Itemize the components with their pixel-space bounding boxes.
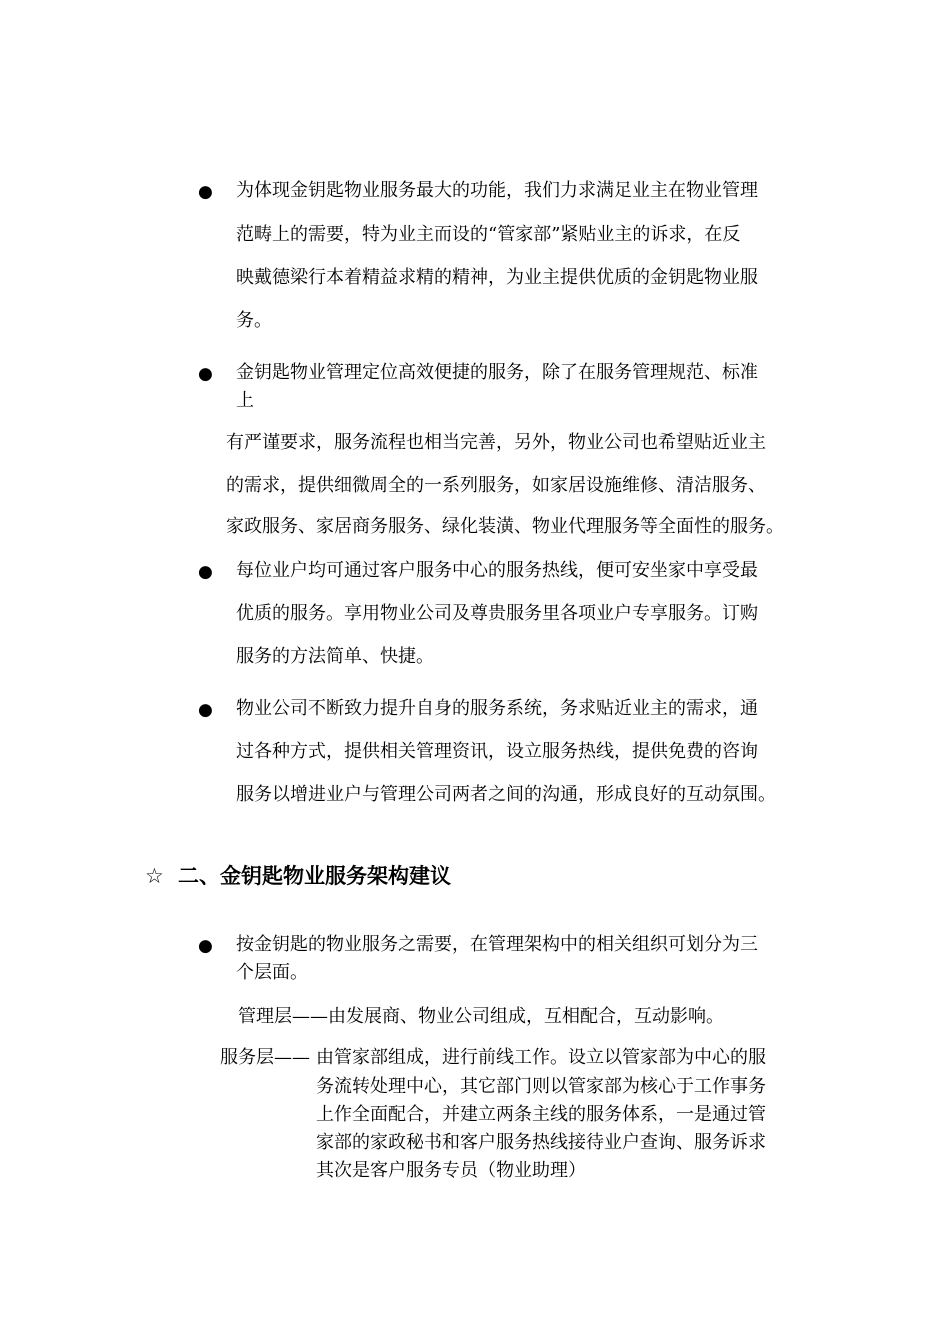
paragraph-line: 范畴上的需要，特为业主而设的“管家部”紧贴业主的诉求，在反 <box>236 224 741 245</box>
paragraph-line: 按金钥匙的物业服务之需要，在管理架构中的相关组织可划分为三 <box>236 934 758 955</box>
bullet-icon: ● <box>198 364 213 384</box>
paragraph-line: 家政服务、家居商务服务、绿化装潢、物业代理服务等全面性的服务。 <box>226 516 784 537</box>
bullet-icon: ● <box>198 182 213 202</box>
paragraph-line: 金钥匙物业管理定位高效便捷的服务，除了在服务管理规范、标准 <box>236 362 758 383</box>
paragraph-line: 为体现金钥匙物业服务最大的功能，我们力求满足业主在物业管理 <box>236 180 758 201</box>
bullet-icon: ● <box>198 936 213 956</box>
paragraph-line: 的需求，提供细微周全的一系列服务，如家居设施维修、清洁服务、 <box>226 475 766 496</box>
section-heading: 二、金钥匙物业服务架构建议 <box>178 864 451 888</box>
service-layer-line: 由管家部组成，进行前线工作。设立以管家部为中心的服 <box>316 1047 766 1068</box>
bullet-icon: ● <box>198 700 213 720</box>
service-layer-line: 其次是客户服务专员（物业助理） <box>316 1160 586 1181</box>
service-layer-label: 服务层—— <box>220 1047 310 1068</box>
paragraph-line: 上 <box>236 390 254 411</box>
paragraph-line: 服务的方法简单、快捷。 <box>236 646 434 667</box>
paragraph-line: 优质的服务。享用物业公司及尊贵服务里各项业户专享服务。订购 <box>236 603 758 624</box>
service-layer-line: 上作全面配合，并建立两条主线的服务体系，一是通过管 <box>316 1104 766 1125</box>
service-layer-line: 家部的家政秘书和客户服务热线接待业户查询、服务诉求 <box>316 1132 766 1153</box>
paragraph-line: 有严谨要求，服务流程也相当完善，另外，物业公司也希望贴近业主 <box>226 432 766 453</box>
paragraph-line: 过各种方式，提供相关管理资讯，设立服务热线，提供免费的咨询 <box>236 741 758 762</box>
star-icon: ☆ <box>145 864 164 888</box>
paragraph-line: 务。 <box>236 310 272 331</box>
paragraph-line: 物业公司不断致力提升自身的服务系统，务求贴近业主的需求，通 <box>236 698 758 719</box>
bullet-icon: ● <box>198 562 213 582</box>
service-layer-line: 务流转处理中心，其它部门则以管家部为核心于工作事务 <box>316 1076 766 1097</box>
paragraph-line: 映戴德梁行本着精益求精的精神，为业主提供优质的金钥匙物业服 <box>236 267 758 288</box>
paragraph-line: 每位业户均可通过客户服务中心的服务热线，便可安坐家中享受最 <box>236 560 758 581</box>
paragraph-line: 服务以增进业户与管理公司两者之间的沟通，形成良好的互动氛围。 <box>236 784 776 805</box>
paragraph-line: 个层面。 <box>236 962 308 983</box>
management-layer-text: 管理层——由发展商、物业公司组成，互相配合，互动影响。 <box>238 1006 724 1027</box>
